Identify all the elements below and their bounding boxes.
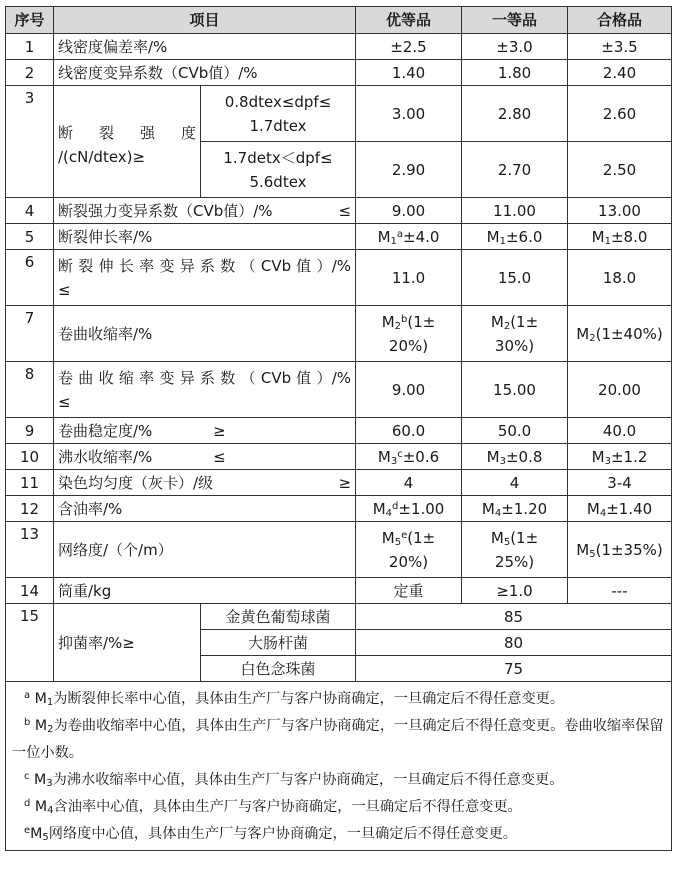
row-item-mark: ≥ <box>213 421 226 440</box>
row-item-line1: 断 裂 伸 长 率 变 异 系 数 （ CVb 值 ）/% <box>58 256 352 275</box>
row-item <box>54 198 356 224</box>
value-first: ±3.0 <box>462 34 568 60</box>
value-first: 15.0 <box>462 250 568 306</box>
row-no: 12 <box>6 496 54 522</box>
table-row <box>6 198 672 224</box>
value-excellent: $M_1^a\pm 4.0$ <box>356 224 462 250</box>
value-excellent: ±2.5 <box>356 34 462 60</box>
value-excellent: $M_3^c\pm 0.6$ <box>356 444 462 470</box>
row-item-text: 染色均匀度（灰卡）/级 <box>58 473 214 492</box>
row-no: 5 <box>6 224 54 250</box>
table-row <box>6 578 672 604</box>
row-item-mark: ≤ <box>213 447 226 466</box>
row-no: 4 <box>6 198 54 224</box>
sub-condition-line2: 1.7dtex <box>249 116 307 135</box>
value-qualified: 3-4 <box>568 470 672 496</box>
row-item: 断裂伸长率/% <box>54 224 356 250</box>
value-qualified: 20.00 <box>568 362 672 418</box>
value-first: 2.80 <box>462 86 568 142</box>
value-excellent: 60.0 <box>356 418 462 444</box>
row-item <box>54 86 201 198</box>
sub-condition-line1: 1.7detx＜dpf≤ <box>223 148 333 167</box>
table-row <box>6 418 672 444</box>
table-row <box>6 60 672 86</box>
value-first: $M_4\pm 1.20$ <box>462 496 568 522</box>
value-qualified: ±3.5 <box>568 34 672 60</box>
footnote-c: $^c$ $M_3$为沸水收缩率中心值，具体由生产厂与客户协商确定，一旦确定后不得任意变更。 <box>24 771 564 789</box>
value-excellent: $M_5^e(1\pm$ 20%) <box>356 522 462 578</box>
value-excellent: $M_2^b(1\pm$ 20%) <box>356 306 462 362</box>
row-item-line1: 断 裂 强 度 <box>58 123 196 142</box>
value-qualified: 2.40 <box>568 60 672 86</box>
row-item: 筒重/kg <box>54 578 356 604</box>
row-no: 13 <box>6 522 54 578</box>
row-item: 线密度变异系数（CVb值）/% <box>54 60 356 86</box>
row-no: 8 <box>6 362 54 418</box>
table-row <box>6 250 672 306</box>
notes-row <box>6 682 672 851</box>
row-no: 14 <box>6 578 54 604</box>
table-row <box>6 86 672 142</box>
value-qualified: $M_1\pm 8.0$ <box>568 224 672 250</box>
table-row <box>6 470 672 496</box>
header-row <box>6 7 672 34</box>
row-no: 11 <box>6 470 54 496</box>
table-row <box>6 306 672 362</box>
value-qualified: --- <box>568 578 672 604</box>
row-item-mark: ≥ <box>338 473 352 492</box>
row-item-line2: ≤ <box>58 392 71 411</box>
footnote-e: $^eM_5$网络度中心值，具体由生产厂与客户协商确定，一旦确定后不得任意变更。 <box>24 825 517 843</box>
value-excellent: 定重 <box>356 578 462 604</box>
bacteria-rate: 75 <box>356 656 672 682</box>
value-qualified: $M_3\pm 1.2$ <box>568 444 672 470</box>
spec-table <box>5 6 672 851</box>
header-item: 项目 <box>54 7 356 34</box>
row-item <box>54 444 356 470</box>
row-no: 2 <box>6 60 54 86</box>
value-first: ≥1.0 <box>462 578 568 604</box>
value-first: $M_2(1\pm$ 30%) <box>462 306 568 362</box>
row-no: 6 <box>6 250 54 306</box>
value-qualified: 2.60 <box>568 86 672 142</box>
value-first: 2.70 <box>462 142 568 198</box>
bacteria-name: 白色念珠菌 <box>201 656 356 682</box>
value-qualified: 18.0 <box>568 250 672 306</box>
row-no: 9 <box>6 418 54 444</box>
sub-condition <box>201 142 356 198</box>
value-excellent: 11.0 <box>356 250 462 306</box>
table-row <box>6 224 672 250</box>
table-row <box>6 522 672 578</box>
sub-condition <box>201 86 356 142</box>
row-item-text: 卷曲稳定度/% <box>58 421 153 440</box>
row-no: 10 <box>6 444 54 470</box>
row-item: 含油率/% <box>54 496 356 522</box>
value-first: $M_5(1\pm$ 25%) <box>462 522 568 578</box>
value-qualified: 2.50 <box>568 142 672 198</box>
value-excellent: 3.00 <box>356 86 462 142</box>
row-item-line1: 卷 曲 收 缩 率 变 异 系 数 （ CVb 值 ）/% <box>58 368 352 387</box>
value-qualified: $M_2(1\pm 40\%)$ <box>568 306 672 362</box>
header-qualified: 合格品 <box>568 7 672 34</box>
value-excellent: 1.40 <box>356 60 462 86</box>
header-excellent: 优等品 <box>356 7 462 34</box>
value-qualified: 40.0 <box>568 418 672 444</box>
value-first: 11.00 <box>462 198 568 224</box>
row-item-text: 断裂强力变异系数（CVb值）/% <box>58 201 273 220</box>
row-item: 线密度偏差率/% <box>54 34 356 60</box>
row-no: 1 <box>6 34 54 60</box>
row-item: 抑菌率/%≥ <box>54 604 201 682</box>
header-no: 序号 <box>6 7 54 34</box>
bacteria-rate: 80 <box>356 630 672 656</box>
value-first: $M_1\pm 6.0$ <box>462 224 568 250</box>
sub-condition-line2: 5.6dtex <box>249 172 307 191</box>
bacteria-name: 大肠杆菌 <box>201 630 356 656</box>
value-qualified: 13.00 <box>568 198 672 224</box>
row-item <box>54 250 356 306</box>
row-item: 卷曲收缩率/% <box>54 306 356 362</box>
value-excellent: 2.90 <box>356 142 462 198</box>
value-excellent: 9.00 <box>356 198 462 224</box>
value-first: 1.80 <box>462 60 568 86</box>
notes-cell <box>6 682 672 851</box>
row-item <box>54 418 356 444</box>
footnote-a: $^a$ $M_1$为断裂伸长率中心值，具体由生产厂与客户协商确定，一旦确定后不得任意变更。 <box>24 690 565 708</box>
footnote-d: $^d$ $M_4$含油率中心值，具体由生产厂与客户协商确定，一旦确定后不得任意变更。 <box>24 798 522 816</box>
value-first: 50.0 <box>462 418 568 444</box>
value-excellent: 4 <box>356 470 462 496</box>
value-excellent: $M_4^d\pm 1.00$ <box>356 496 462 522</box>
row-item-line2: /(cN/dtex)≥ <box>58 147 146 166</box>
spec-table-container <box>5 6 671 851</box>
table-row <box>6 496 672 522</box>
table-row <box>6 34 672 60</box>
row-no: 15 <box>6 604 54 682</box>
value-excellent: 9.00 <box>356 362 462 418</box>
row-item <box>54 362 356 418</box>
row-item: 网络度/（个/m） <box>54 522 356 578</box>
bacteria-rate: 85 <box>356 604 672 630</box>
value-first: $M_3\pm 0.8$ <box>462 444 568 470</box>
row-item-line2: ≤ <box>58 280 71 299</box>
row-item-text: 沸水收缩率/% <box>58 447 153 466</box>
value-first: 4 <box>462 470 568 496</box>
row-no: 3 <box>6 86 54 198</box>
footnote-b: $^b$ $M_2$为卷曲收缩率中心值，具体由生产厂与客户协商确定，一旦确定后不得任意变更。卷曲收缩率保留一位小数。 <box>12 717 664 761</box>
row-no: 7 <box>6 306 54 362</box>
bacteria-name: 金黄色葡萄球菌 <box>201 604 356 630</box>
row-item <box>54 470 356 496</box>
value-qualified: $M_5(1\pm 35\%)$ <box>568 522 672 578</box>
table-row <box>6 604 672 630</box>
sub-condition-line1: 0.8dtex≤dpf≤ <box>224 92 332 111</box>
value-qualified: $M_4\pm 1.40$ <box>568 496 672 522</box>
table-row <box>6 444 672 470</box>
row-item-mark: ≤ <box>338 201 352 220</box>
value-first: 15.00 <box>462 362 568 418</box>
header-first: 一等品 <box>462 7 568 34</box>
table-row <box>6 362 672 418</box>
